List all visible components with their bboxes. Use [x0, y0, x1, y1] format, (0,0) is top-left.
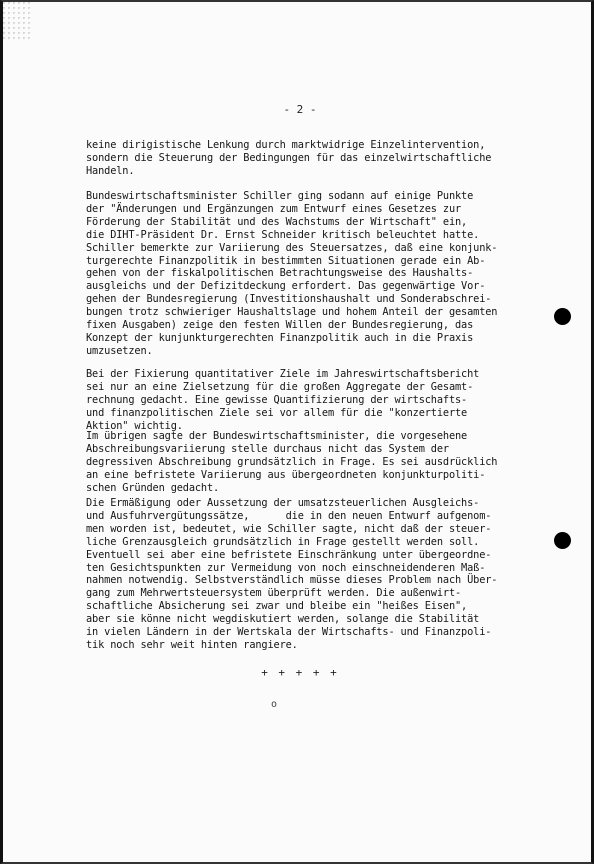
bottom-mark: o	[271, 699, 278, 710]
paragraph-3: Bei der Fixierung quantitativer Ziele im Jahreswirtschaftsbericht sei nur an eine Zielsetzung für die großen Aggregate der Gesamt- rechnung gedacht. Eine gewisse Quantifizierung der wirtschafts- und finanzpolitischen Ziele sei vor allem für die "konzertierte Aktion" wichtig.	[86, 368, 480, 432]
scan-noise	[3, 2, 33, 42]
paragraph-1: keine dirigistische Lenkung durch marktwidrige Einzelintervention, sondern die Steuerung der Bedingungen für das einzelwirtschaftliche Handeln.	[86, 139, 492, 177]
punch-hole-bottom	[554, 532, 571, 549]
punch-hole-top	[554, 308, 571, 325]
paragraph-5: Die Ermäßigung oder Aussetzung der umsatzsteuerlichen Ausgleichs- und Ausfuhrvergütungssätze, die in den neuen Entwurf aufgenom- men worden ist, bedeutet, wie Schiller sagte, nicht daß der steuer- liche Grenzausgleich grundsätzlich in Frage gestellt werden soll. Eventuell sei aber eine befristete Einschränkung unter übergeordne- ten Gesichtspunkten zur Vermeidung von noch einschneidenderen Maß- nahmen notwendig. Selbstverständlich müsse dieses Problem nach Über- gang zum Mehrwertsteuersystem überprüft werden. Die außenwirt- schaftliche Absicherung sei zwar und bleibe ein "heißes Eisen", aber sie könne nicht wegdiskutiert werden, solange die Stabilität in vielen Ländern in der Wertskala der Wirtschafts- und Finanzpoli- tik noch sehr weit hinten rangiere.	[86, 497, 498, 651]
page-number: - 2 -	[283, 103, 317, 116]
end-marks: + + + + +	[261, 666, 339, 679]
paragraph-2: Bundeswirtschaftsminister Schiller ging sodann auf einige Punkte der "Änderungen und Ergänzungen zum Entwurf eines Gesetzes zur Förderung der Stabilität und des Wachstums der Wirtschaft" ein, die DIHT-Präsident Dr. Ernst Schneider kritisch beleuchtet hatte. Schiller bemerkte zur Variierung des Steuersatzes, daß eine konjunk- turgerechte Finanzpolitik in bestimmten Situationen gerade ein Ab- gehen von der fiskalpolitischen Betrachtungsweise des Haushalts- ausgleichs und der Defizitdeckung erfordert. Das gegenwärtige Vor- gehen der Bundesregierung (Investitionshaushalt und Sonderabschrei- bungen trotz schwieriger Haushaltslage und hohem Anteil der gesamten fixen Ausgaben) zeige den festen Willen der Bundesregierung, das Konzept der kunjunkturgerechten Finanzpolitik auch in die Praxis umzusetzen.	[86, 190, 498, 357]
paragraph-4: Im übrigen sagte der Bundeswirtschaftsminister, die vorgesehene Abschreibungsvariierung stelle durchaus nicht das System der degressiven Abschreibung grundsätzlich in Frage. Es sei ausdrücklich an eine befristete Variierung aus übergeordneten konjunkturpoliti- schen Gründen gedacht.	[86, 430, 498, 494]
